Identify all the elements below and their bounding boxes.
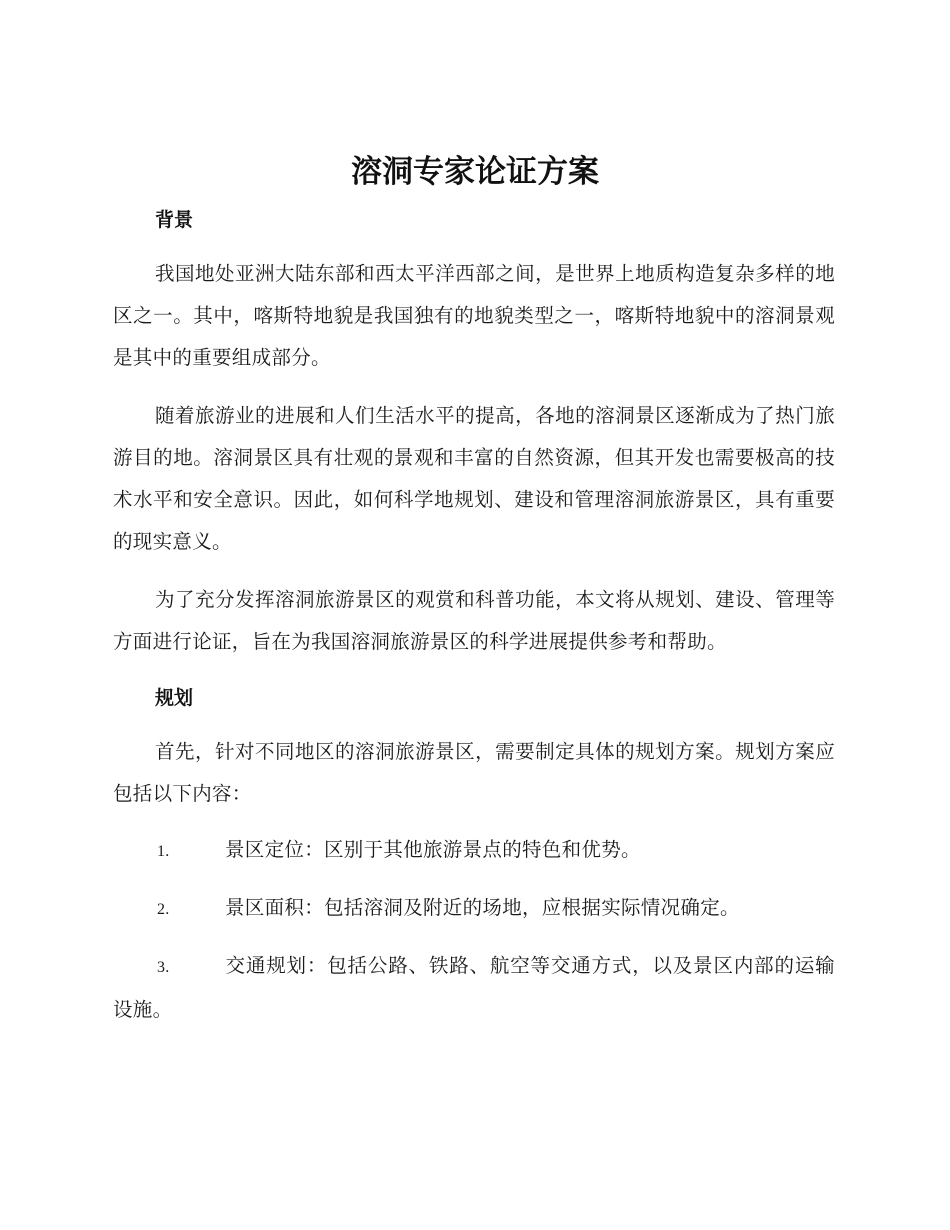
- section-heading-planning: 规划: [155, 687, 194, 709]
- list-number: 3.: [157, 959, 170, 976]
- paragraph: 我国地处亚洲大陆东部和西太平洋西部之间，是世界上地质构造复杂多样的地区之一。其中，喀斯特地貌是我国独有的地貌类型之一，喀斯特地貌中的溶洞景观是其中的重要组成部分。: [113, 262, 835, 369]
- list-item: [113, 887, 835, 931]
- list-number: 1.: [157, 843, 170, 860]
- list-item: [113, 829, 835, 873]
- paragraph: 首先，针对不同地区的溶洞旅游景区，需要制定具体的规划方案。规划方案应包括以下内容：: [113, 740, 835, 805]
- paragraph: 随着旅游业的进展和人们生活水平的提高，各地的溶洞景区逐渐成为了热门旅游目的地。溶洞景区具有壮观的景观和丰富的自然资源，但其开发也需要极高的技术水平和安全意识。因此，如何科学地规划、建设和管理溶洞旅游景区，具有重要的现实意义。: [113, 404, 835, 553]
- list-text: 景区定位：区别于其他旅游景点的特色和优势。: [225, 838, 641, 861]
- list-item: [113, 945, 835, 1031]
- paragraph: 为了充分发挥溶洞旅游景区的观赏和科普功能，本文将从规划、建设、管理等方面进行论证，旨在为我国溶洞旅游景区的科学进展提供参考和帮助。: [113, 588, 835, 653]
- list-number: 2.: [157, 901, 170, 918]
- list-text: 景区面积：包括溶洞及附近的场地，应根据实际情况确定。: [225, 896, 740, 919]
- document-body: [113, 201, 835, 1031]
- document-title: 溶洞专家论证方案: [351, 154, 599, 190]
- section-heading-background: 背景: [155, 209, 194, 231]
- list-text: 交通规划：包括公路、铁路、航空等交通方式，以及景区内部的运输设施。: [113, 954, 835, 1021]
